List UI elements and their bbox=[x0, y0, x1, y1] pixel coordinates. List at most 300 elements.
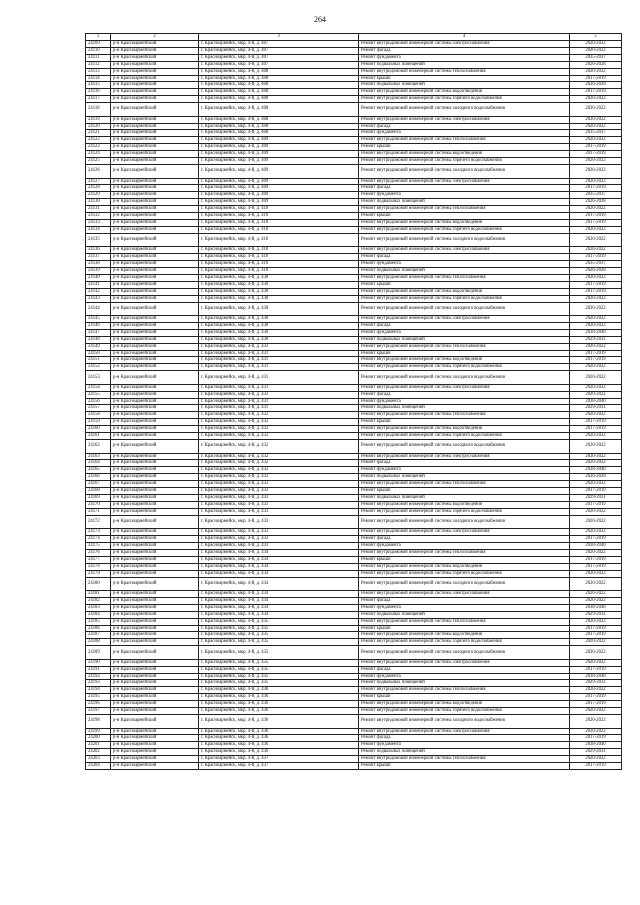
period-cell: 2020-2022 bbox=[570, 123, 622, 130]
address-cell: г. Красноармейск, мкр. 4-й, д. 409 bbox=[199, 165, 359, 179]
work-type-cell: Ремонт фундамента bbox=[359, 673, 570, 680]
row-number-cell: 24154 bbox=[86, 384, 111, 391]
work-type-cell: Ремонт внутридомовой инженерной системы теплоснабжения bbox=[359, 549, 570, 556]
address-cell: г. Красноармейск, мкр. 4-й, д. 434 bbox=[199, 611, 359, 618]
address-cell: г. Красноармейск, мкр. 4-й, д. 432 bbox=[199, 412, 359, 419]
period-cell: 2020-2022 bbox=[570, 659, 622, 666]
row-number-cell: 24162 bbox=[86, 440, 111, 454]
table-row bbox=[86, 54, 622, 61]
work-type-cell: Ремонт внутридомовой инженерной системы теплоснабжения bbox=[359, 137, 570, 144]
period-cell: 2017-2019 bbox=[570, 563, 622, 570]
district-cell: р-н Красноармейский bbox=[111, 749, 199, 756]
row-number-cell: 24196 bbox=[86, 701, 111, 708]
row-number-cell: 24136 bbox=[86, 247, 111, 254]
table-row bbox=[86, 426, 622, 433]
district-cell: р-н Красноармейский bbox=[111, 357, 199, 364]
table-row bbox=[86, 364, 622, 371]
district-cell: р-н Красноармейский bbox=[111, 336, 199, 343]
table-row bbox=[86, 488, 622, 495]
period-cell: 2029-2031 bbox=[570, 405, 622, 412]
row-number-cell: 24112 bbox=[86, 61, 111, 68]
address-cell: г. Красноармейск, мкр. 4-й, д. 435 bbox=[199, 632, 359, 639]
row-number-cell: 24203 bbox=[86, 756, 111, 763]
address-cell: г. Красноармейск, мкр. 4-й, д. 408 bbox=[199, 89, 359, 96]
district-cell: р-н Красноармейский bbox=[111, 68, 199, 75]
row-number-cell: 24152 bbox=[86, 364, 111, 371]
district-cell: р-н Красноармейский bbox=[111, 343, 199, 350]
row-number-cell: 24167 bbox=[86, 481, 111, 488]
period-cell: 2017-2019 bbox=[570, 735, 622, 742]
work-type-cell: Ремонт крыши bbox=[359, 556, 570, 563]
table-row bbox=[86, 481, 622, 488]
work-type-cell: Ремонт внутридомовой инженерной системы водоотведения bbox=[359, 501, 570, 508]
district-cell: р-н Красноармейский bbox=[111, 364, 199, 371]
table-header-row bbox=[86, 34, 622, 41]
address-cell: г. Красноармейск, мкр. 4-й, д. 409 bbox=[199, 158, 359, 165]
table-row bbox=[86, 405, 622, 412]
period-cell: 2020-2022 bbox=[570, 715, 622, 729]
row-number-cell: 24198 bbox=[86, 715, 111, 729]
district-cell: р-н Красноармейский bbox=[111, 494, 199, 501]
work-type-cell: Ремонт фасада bbox=[359, 391, 570, 398]
address-cell: г. Красноармейск, мкр. 4-й, д. 434 bbox=[199, 549, 359, 556]
period-cell: 2020-2022 bbox=[570, 597, 622, 604]
table-row bbox=[86, 673, 622, 680]
period-cell: 2020-2022 bbox=[570, 460, 622, 467]
period-cell: 2017-2019 bbox=[570, 350, 622, 357]
work-type-cell: Ремонт внутридомовой инженерной системы водоотведения bbox=[359, 563, 570, 570]
period-cell: 2035-2037 bbox=[570, 261, 622, 268]
table-row bbox=[86, 694, 622, 701]
table-row bbox=[86, 563, 622, 570]
period-cell: 2020-2022 bbox=[570, 618, 622, 625]
address-cell: г. Красноармейск, мкр. 4-й, д. 436 bbox=[199, 742, 359, 749]
work-type-cell: Ремонт внутридомовой инженерной системы горячего водоснабжения bbox=[359, 158, 570, 165]
work-type-cell: Ремонт подвальных помещений bbox=[359, 336, 570, 343]
district-cell: р-н Красноармейский bbox=[111, 488, 199, 495]
district-cell: р-н Красноармейский bbox=[111, 322, 199, 329]
row-number-cell: 24115 bbox=[86, 82, 111, 89]
row-number-cell: 24145 bbox=[86, 316, 111, 323]
row-number-cell: 24188 bbox=[86, 639, 111, 646]
column-header-2: 2 bbox=[111, 34, 199, 41]
table-row bbox=[86, 749, 622, 756]
table-row bbox=[86, 687, 622, 694]
table-row bbox=[86, 763, 622, 770]
period-cell: 2017-2019 bbox=[570, 144, 622, 151]
district-cell: р-н Красноармейский bbox=[111, 130, 199, 137]
district-cell: р-н Красноармейский bbox=[111, 371, 199, 385]
table-row bbox=[86, 226, 622, 233]
column-header-1: 1 bbox=[86, 34, 111, 41]
table-row bbox=[86, 329, 622, 336]
period-cell: 2020-2022 bbox=[570, 68, 622, 75]
table-row bbox=[86, 96, 622, 103]
row-number-cell: 24164 bbox=[86, 460, 111, 467]
work-type-cell: Ремонт крыши bbox=[359, 350, 570, 357]
address-cell: г. Красноармейск, мкр. 4-й, д. 436 bbox=[199, 687, 359, 694]
table-body bbox=[86, 41, 622, 770]
table-row bbox=[86, 460, 622, 467]
district-cell: р-н Красноармейский bbox=[111, 728, 199, 735]
table-row bbox=[86, 357, 622, 364]
district-cell: р-н Красноармейский bbox=[111, 192, 199, 199]
table-row bbox=[86, 474, 622, 481]
work-type-cell: Ремонт внутридомовой инженерной системы холодного водоснабжения bbox=[359, 165, 570, 179]
table-row bbox=[86, 247, 622, 254]
table-row bbox=[86, 130, 622, 137]
work-type-cell: Ремонт внутридомовой инженерной системы водоотведения bbox=[359, 151, 570, 158]
period-cell: 2020-2022 bbox=[570, 433, 622, 440]
work-type-cell: Ремонт внутридомовой инженерной системы электроснабжения bbox=[359, 247, 570, 254]
address-cell: г. Красноармейск, мкр. 4-й, д. 430 bbox=[199, 316, 359, 323]
work-type-cell: Ремонт внутридомовой инженерной системы теплоснабжения bbox=[359, 481, 570, 488]
table-row bbox=[86, 618, 622, 625]
address-cell: г. Красноармейск, мкр. 4-й, д. 432 bbox=[199, 474, 359, 481]
row-number-cell: 24170 bbox=[86, 501, 111, 508]
table-row bbox=[86, 632, 622, 639]
address-cell: г. Красноармейск, мкр. 4-й, д. 435 bbox=[199, 680, 359, 687]
row-number-cell: 24163 bbox=[86, 453, 111, 460]
period-cell: 2026-2028 bbox=[570, 199, 622, 206]
period-cell: 2020-2022 bbox=[570, 41, 622, 48]
table-row bbox=[86, 158, 622, 165]
address-cell: г. Красноармейск, мкр. 4-й, д. 431 bbox=[199, 391, 359, 398]
district-cell: р-н Красноармейский bbox=[111, 536, 199, 543]
district-cell: р-н Красноармейский bbox=[111, 708, 199, 715]
district-cell: р-н Красноармейский bbox=[111, 47, 199, 54]
district-cell: р-н Красноармейский bbox=[111, 41, 199, 48]
table-row bbox=[86, 556, 622, 563]
work-type-cell: Ремонт внутридомовой инженерной системы электроснабжения bbox=[359, 728, 570, 735]
work-type-cell: Ремонт внутридомовой инженерной системы водоотведения bbox=[359, 426, 570, 433]
address-cell: г. Красноармейск, мкр. 4-й, д. 408 bbox=[199, 123, 359, 130]
table-row bbox=[86, 440, 622, 454]
table-row bbox=[86, 735, 622, 742]
row-number-cell: 24174 bbox=[86, 536, 111, 543]
period-cell: 2020-2022 bbox=[570, 515, 622, 529]
work-type-cell: Ремонт внутридомовой инженерной системы теплоснабжения bbox=[359, 343, 570, 350]
table-row bbox=[86, 591, 622, 598]
address-cell: г. Красноармейск, мкр. 4-й, д. 435 bbox=[199, 659, 359, 666]
work-type-cell: Ремонт крыши bbox=[359, 488, 570, 495]
district-cell: р-н Красноармейский bbox=[111, 391, 199, 398]
address-cell: г. Красноармейск, мкр. 4-й, д. 408 bbox=[199, 103, 359, 117]
table-row bbox=[86, 89, 622, 96]
district-cell: р-н Красноармейский bbox=[111, 460, 199, 467]
table-row bbox=[86, 604, 622, 611]
address-cell: г. Красноармейск, мкр. 4-й, д. 433 bbox=[199, 488, 359, 495]
address-cell: г. Красноармейск, мкр. 4-й, д. 409 bbox=[199, 137, 359, 144]
period-cell: 2017-2019 bbox=[570, 556, 622, 563]
table-row bbox=[86, 611, 622, 618]
address-cell: г. Красноармейск, мкр. 4-й, д. 431 bbox=[199, 371, 359, 385]
work-type-cell: Ремонт фундамента bbox=[359, 604, 570, 611]
district-cell: р-н Красноармейский bbox=[111, 474, 199, 481]
address-cell: г. Красноармейск, мкр. 4-й, д. 407 bbox=[199, 41, 359, 48]
repair-schedule-table bbox=[85, 33, 622, 770]
table-row bbox=[86, 350, 622, 357]
district-cell: р-н Красноармейский bbox=[111, 151, 199, 158]
address-cell: г. Красноармейск, мкр. 4-й, д. 436 bbox=[199, 694, 359, 701]
work-type-cell: Ремонт внутридомовой инженерной системы теплоснабжения bbox=[359, 687, 570, 694]
address-cell: г. Красноармейск, мкр. 4-й, д. 431 bbox=[199, 364, 359, 371]
work-type-cell: Ремонт внутридомовой инженерной системы водоотведения bbox=[359, 89, 570, 96]
address-cell: г. Красноармейск, мкр. 4-й, д. 408 bbox=[199, 96, 359, 103]
district-cell: р-н Красноармейский bbox=[111, 501, 199, 508]
work-type-cell: Ремонт фундамента bbox=[359, 329, 570, 336]
work-type-cell: Ремонт внутридомовой инженерной системы горячего водоснабжения bbox=[359, 570, 570, 577]
work-type-cell: Ремонт фундамента bbox=[359, 54, 570, 61]
row-number-cell: 24111 bbox=[86, 54, 111, 61]
district-cell: р-н Красноармейский bbox=[111, 659, 199, 666]
work-type-cell: Ремонт фасада bbox=[359, 597, 570, 604]
district-cell: р-н Красноармейский bbox=[111, 165, 199, 179]
address-cell: г. Красноармейск, мкр. 4-й, д. 408 bbox=[199, 130, 359, 137]
district-cell: р-н Красноармейский bbox=[111, 508, 199, 515]
work-type-cell: Ремонт подвальных помещений bbox=[359, 474, 570, 481]
work-type-cell: Ремонт фасада bbox=[359, 47, 570, 54]
address-cell: г. Красноармейск, мкр. 4-й, д. 432 bbox=[199, 453, 359, 460]
period-cell: 2035-2037 bbox=[570, 54, 622, 61]
row-number-cell: 24150 bbox=[86, 350, 111, 357]
address-cell: г. Красноармейск, мкр. 4-й, д. 433 bbox=[199, 536, 359, 543]
period-cell: 2020-2022 bbox=[570, 371, 622, 385]
district-cell: р-н Красноармейский bbox=[111, 247, 199, 254]
work-type-cell: Ремонт внутридомовой инженерной системы горячего водоснабжения bbox=[359, 226, 570, 233]
address-cell: г. Красноармейск, мкр. 4-й, д. 409 bbox=[199, 144, 359, 151]
table-row bbox=[86, 254, 622, 261]
table-row bbox=[86, 192, 622, 199]
period-cell: 2020-2022 bbox=[570, 47, 622, 54]
row-number-cell: 24141 bbox=[86, 281, 111, 288]
period-cell: 2017-2019 bbox=[570, 426, 622, 433]
district-cell: р-н Красноармейский bbox=[111, 137, 199, 144]
district-cell: р-н Красноармейский bbox=[111, 158, 199, 165]
table-row bbox=[86, 529, 622, 536]
period-cell: 2017-2019 bbox=[570, 694, 622, 701]
district-cell: р-н Красноармейский bbox=[111, 529, 199, 536]
row-number-cell: 24160 bbox=[86, 426, 111, 433]
period-cell: 2020-2022 bbox=[570, 116, 622, 123]
row-number-cell: 24182 bbox=[86, 597, 111, 604]
table-row bbox=[86, 398, 622, 405]
period-cell: 2020-2022 bbox=[570, 206, 622, 213]
table-row bbox=[86, 274, 622, 281]
period-cell: 2017-2019 bbox=[570, 536, 622, 543]
district-cell: р-н Красноармейский bbox=[111, 116, 199, 123]
address-cell: г. Красноармейск, мкр. 4-й, д. 432 bbox=[199, 419, 359, 426]
district-cell: р-н Красноармейский bbox=[111, 233, 199, 247]
work-type-cell: Ремонт внутридомовой инженерной системы холодного водоснабжения bbox=[359, 302, 570, 316]
row-number-cell: 24140 bbox=[86, 274, 111, 281]
work-type-cell: Ремонт внутридомовой инженерной системы электроснабжения bbox=[359, 178, 570, 185]
address-cell: г. Красноармейск, мкр. 4-й, д. 431 bbox=[199, 357, 359, 364]
address-cell: г. Красноармейск, мкр. 4-й, д. 431 bbox=[199, 398, 359, 405]
address-cell: г. Красноармейск, мкр. 4-й, д. 434 bbox=[199, 577, 359, 591]
district-cell: р-н Красноармейский bbox=[111, 735, 199, 742]
period-cell: 2020-2022 bbox=[570, 687, 622, 694]
district-cell: р-н Красноармейский bbox=[111, 687, 199, 694]
work-type-cell: Ремонт подвальных помещений bbox=[359, 405, 570, 412]
table-row bbox=[86, 577, 622, 591]
district-cell: р-н Красноармейский bbox=[111, 219, 199, 226]
table-row bbox=[86, 82, 622, 89]
column-header-5: 5 bbox=[570, 34, 622, 41]
period-cell: 2035-2037 bbox=[570, 192, 622, 199]
work-type-cell: Ремонт внутридомовой инженерной системы холодного водоснабжения bbox=[359, 515, 570, 529]
row-number-cell: 24138 bbox=[86, 261, 111, 268]
address-cell: г. Красноармейск, мкр. 4-й, д. 432 bbox=[199, 433, 359, 440]
work-type-cell: Ремонт внутридомовой инженерной системы водоотведения bbox=[359, 288, 570, 295]
table-row bbox=[86, 549, 622, 556]
work-type-cell: Ремонт крыши bbox=[359, 75, 570, 82]
work-type-cell: Ремонт внутридомовой инженерной системы электроснабжения bbox=[359, 659, 570, 666]
address-cell: г. Красноармейск, мкр. 4-й, д. 434 bbox=[199, 597, 359, 604]
period-cell: 2020-2022 bbox=[570, 549, 622, 556]
table-row bbox=[86, 47, 622, 54]
district-cell: р-н Красноармейский bbox=[111, 178, 199, 185]
work-type-cell: Ремонт внутридомовой инженерной системы теплоснабжения bbox=[359, 206, 570, 213]
period-cell: 2029-2031 bbox=[570, 749, 622, 756]
address-cell: г. Красноармейск, мкр. 4-й, д. 430 bbox=[199, 322, 359, 329]
period-cell: 2017-2019 bbox=[570, 488, 622, 495]
row-number-cell: 24201 bbox=[86, 742, 111, 749]
period-cell: 2020-2022 bbox=[570, 247, 622, 254]
address-cell: г. Красноармейск, мкр. 4-й, д. 436 bbox=[199, 749, 359, 756]
work-type-cell: Ремонт внутридомовой инженерной системы горячего водоснабжения bbox=[359, 295, 570, 302]
period-cell: 2020-2022 bbox=[570, 391, 622, 398]
district-cell: р-н Красноармейский bbox=[111, 350, 199, 357]
district-cell: р-н Красноармейский bbox=[111, 604, 199, 611]
period-cell: 2020-2022 bbox=[570, 591, 622, 598]
district-cell: р-н Красноармейский bbox=[111, 515, 199, 529]
district-cell: р-н Красноармейский bbox=[111, 618, 199, 625]
district-cell: р-н Красноармейский bbox=[111, 611, 199, 618]
table-row bbox=[86, 542, 622, 549]
work-type-cell: Ремонт фасада bbox=[359, 735, 570, 742]
table-row bbox=[86, 371, 622, 385]
row-number-cell: 24157 bbox=[86, 405, 111, 412]
period-cell: 2020-2022 bbox=[570, 137, 622, 144]
work-type-cell: Ремонт внутридомовой инженерной системы электроснабжения bbox=[359, 316, 570, 323]
table-row bbox=[86, 151, 622, 158]
district-cell: р-н Красноармейский bbox=[111, 254, 199, 261]
district-cell: р-н Красноармейский bbox=[111, 701, 199, 708]
work-type-cell: Ремонт крыши bbox=[359, 144, 570, 151]
district-cell: р-н Красноармейский bbox=[111, 549, 199, 556]
table-row bbox=[86, 185, 622, 192]
address-cell: г. Красноармейск, мкр. 4-й, д. 431 bbox=[199, 343, 359, 350]
table-row bbox=[86, 103, 622, 117]
address-cell: г. Красноармейск, мкр. 4-й, д. 410 bbox=[199, 254, 359, 261]
table-row bbox=[86, 178, 622, 185]
address-cell: г. Красноармейск, мкр. 4-й, д. 435 bbox=[199, 673, 359, 680]
address-cell: г. Красноармейск, мкр. 4-й, д. 408 bbox=[199, 116, 359, 123]
row-number-cell: 24200 bbox=[86, 735, 111, 742]
table-row bbox=[86, 508, 622, 515]
table-row bbox=[86, 728, 622, 735]
district-cell: р-н Красноармейский bbox=[111, 646, 199, 660]
address-cell: г. Красноармейск, мкр. 4-й, д. 410 bbox=[199, 261, 359, 268]
period-cell: 2017-2019 bbox=[570, 357, 622, 364]
period-cell: 2038-2040 bbox=[570, 604, 622, 611]
work-type-cell: Ремонт внутридомовой инженерной системы горячего водоснабжения bbox=[359, 508, 570, 515]
work-type-cell: Ремонт внутридомовой инженерной системы электроснабжения bbox=[359, 591, 570, 598]
work-type-cell: Ремонт внутридомовой инженерной системы электроснабжения bbox=[359, 384, 570, 391]
table-row bbox=[86, 756, 622, 763]
district-cell: р-н Красноармейский bbox=[111, 82, 199, 89]
row-number-cell: 24123 bbox=[86, 144, 111, 151]
row-number-cell: 24144 bbox=[86, 302, 111, 316]
work-type-cell: Ремонт внутридомовой инженерной системы электроснабжения bbox=[359, 116, 570, 123]
period-cell: 2017-2019 bbox=[570, 288, 622, 295]
work-type-cell: Ремонт внутридомовой инженерной системы горячего водоснабжения bbox=[359, 364, 570, 371]
row-number-cell: 24121 bbox=[86, 130, 111, 137]
period-cell: 2020-2022 bbox=[570, 364, 622, 371]
row-number-cell: 24190 bbox=[86, 659, 111, 666]
table-row bbox=[86, 742, 622, 749]
work-type-cell: Ремонт фасада bbox=[359, 536, 570, 543]
address-cell: г. Красноармейск, мкр. 4-й, д. 434 bbox=[199, 591, 359, 598]
row-number-cell: 24189 bbox=[86, 646, 111, 660]
address-cell: г. Красноармейск, мкр. 4-й, д. 436 bbox=[199, 728, 359, 735]
work-type-cell: Ремонт внутридомовой инженерной системы горячего водоснабжения bbox=[359, 433, 570, 440]
work-type-cell: Ремонт фундамента bbox=[359, 130, 570, 137]
row-number-cell: 24118 bbox=[86, 103, 111, 117]
work-type-cell: Ремонт внутридомовой инженерной системы теплоснабжения bbox=[359, 68, 570, 75]
row-number-cell: 24168 bbox=[86, 488, 111, 495]
period-cell: 2020-2022 bbox=[570, 508, 622, 515]
work-type-cell: Ремонт крыши bbox=[359, 281, 570, 288]
district-cell: р-н Красноармейский bbox=[111, 680, 199, 687]
district-cell: р-н Красноармейский bbox=[111, 213, 199, 220]
address-cell: г. Красноармейск, мкр. 4-й, д. 408 bbox=[199, 82, 359, 89]
table-row bbox=[86, 384, 622, 391]
page-number: 264 bbox=[314, 15, 326, 24]
work-type-cell: Ремонт подвальных помещений bbox=[359, 749, 570, 756]
district-cell: р-н Красноармейский bbox=[111, 398, 199, 405]
address-cell: г. Красноармейск, мкр. 4-й, д. 430 bbox=[199, 281, 359, 288]
address-cell: г. Красноармейск, мкр. 4-й, д. 432 bbox=[199, 460, 359, 467]
table-row bbox=[86, 137, 622, 144]
district-cell: р-н Красноармейский bbox=[111, 756, 199, 763]
address-cell: г. Красноармейск, мкр. 4-й, д. 433 bbox=[199, 542, 359, 549]
work-type-cell: Ремонт внутридомовой инженерной системы горячего водоснабжения bbox=[359, 96, 570, 103]
table-row bbox=[86, 625, 622, 632]
district-cell: р-н Красноармейский bbox=[111, 226, 199, 233]
table-row bbox=[86, 391, 622, 398]
row-number-cell: 24146 bbox=[86, 322, 111, 329]
address-cell: г. Красноармейск, мкр. 4-й, д. 410 bbox=[199, 226, 359, 233]
period-cell: 2020-2022 bbox=[570, 158, 622, 165]
district-cell: р-н Красноармейский bbox=[111, 302, 199, 316]
district-cell: р-н Красноармейский bbox=[111, 96, 199, 103]
address-cell: г. Красноармейск, мкр. 4-й, д. 410 bbox=[199, 267, 359, 274]
table-row bbox=[86, 336, 622, 343]
row-number-cell: 24173 bbox=[86, 529, 111, 536]
work-type-cell: Ремонт крыши bbox=[359, 419, 570, 426]
address-cell: г. Красноармейск, мкр. 4-й, д. 434 bbox=[199, 556, 359, 563]
period-cell: 2020-2022 bbox=[570, 756, 622, 763]
address-cell: г. Красноармейск, мкр. 4-й, д. 430 bbox=[199, 274, 359, 281]
row-number-cell: 24197 bbox=[86, 708, 111, 715]
table-row bbox=[86, 646, 622, 660]
period-cell: 2029-2031 bbox=[570, 336, 622, 343]
address-cell: г. Красноармейск, мкр. 4-й, д. 409 bbox=[199, 199, 359, 206]
row-number-cell: 24151 bbox=[86, 357, 111, 364]
period-cell: 2020-2022 bbox=[570, 316, 622, 323]
